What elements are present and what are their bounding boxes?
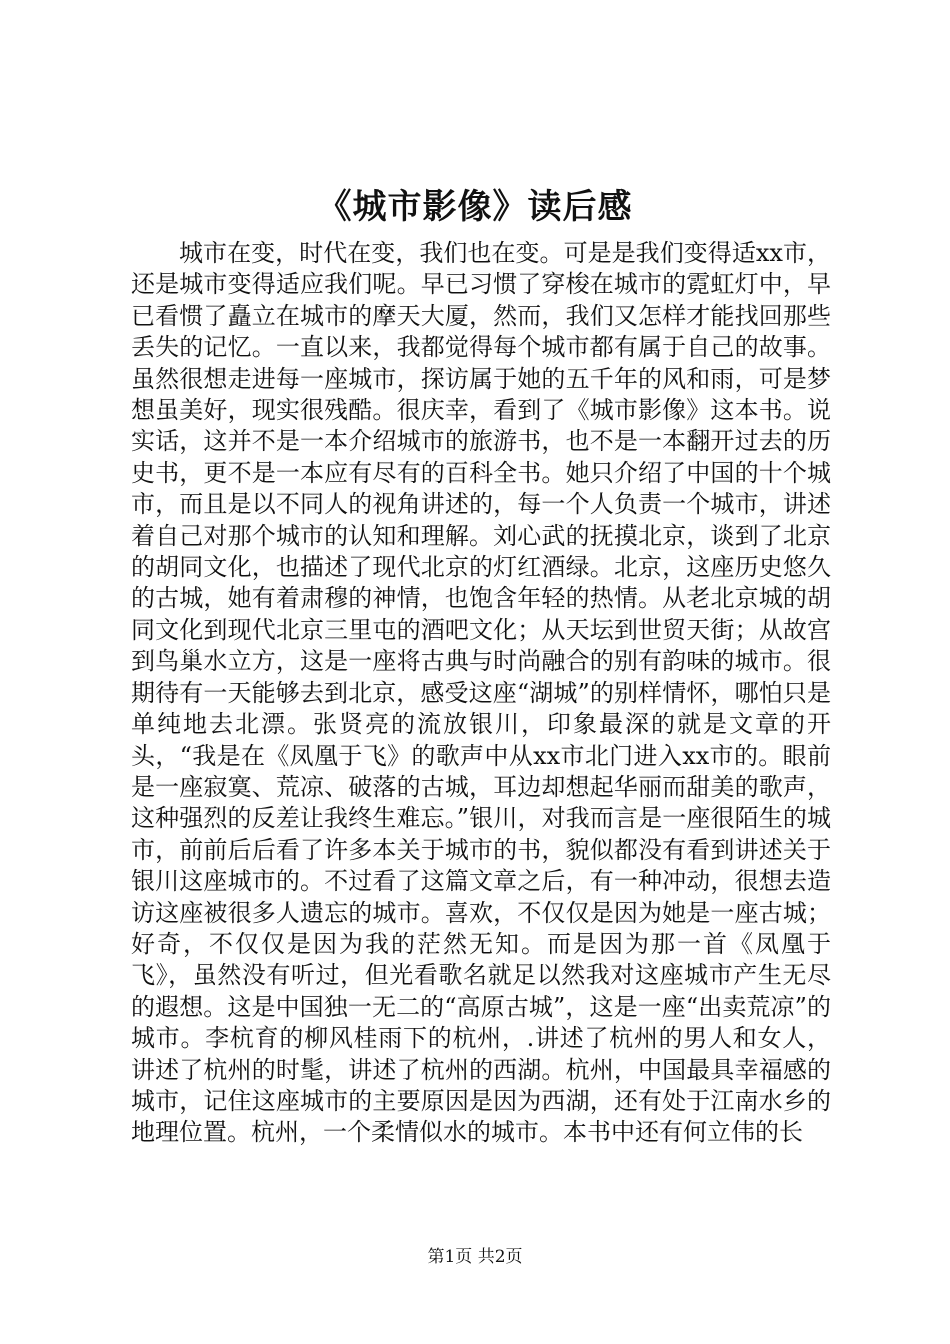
document-title: 《城市影像》读后感 [317,187,633,227]
document-body: 城市在变，时代在变，我们也在变。可是是我们变得适xx市，还是城市变得适应我们呢。早已习惯了穿梭在城市的霓虹灯中，早已看惯了矗立在城市的摩天大厦，然而，我们又怎样才能找回那些丢失的记忆。一直以来，我都觉得每个城市都有属于自己的故事。虽然很想走进每一座城市，探访属于她的五千年的风和雨，可是梦想虽美好，现实很残酷。很庆幸，看到了《城市影像》这本书。说实话，这并不是一本介绍城市的旅游书，也不是一本翻开过去的历史书，更不是一本应有尽有的百科全书。她只介绍了中国的十个城市，而且是以不同人的视角讲述的，每一个人负责一个城市，讲述着自己对那个城市的认知和理解。刘心武的抚摸北京，谈到了北京的胡同文化，也描述了现代北京的灯红酒绿。北京，这座历史悠久的古城，她有着肃穆的神情，也饱含年轻的热情。从老北京城的胡同文化到现代北京三里屯的酒吧文化；从天坛到世贸天街；从故宫到鸟巢水立方，这是一座将古典与时尚融合的别有韵味的城市。很期待有一天能够去到北京，感受这座“湖城”的别样情怀，哪怕只是单纯地去北漂。张贤亮的流放银川，印象最深的就是文章的开头，“我是在《凤凰于飞》的歌声中从xx市北门进入xx市的。眼前是一座寂寞、荒凉、破落的古城，耳边却想起华丽而甜美的歌声，这种强烈的反差让我终生难忘。”银川，对我而言是一座很陌生的城市，前前后后看了许多本关于城市的书，貌似都没有看到讲述关于银川这座城市的。不过看了这篇文章之后，有一种冲动，很想去造访这座被很多人遗忘的城市。喜欢，不仅仅是因为她是一座古城；好奇，不仅仅是因为我的茫然无知。而是因为那一首《凤凰于飞》，虽然没有听过，但光看歌名就足以然我对这座城市产生无尽的遐想。这是中国独一无二的“高原古城”，这是一座“出卖荒凉”的城市。李杭育的柳风桂雨下的杭州，.讲述了杭州的男人和女人，讲述了杭州的时髦，讲述了杭州的西湖。杭州，中国最具幸福感的城市，记住这座城市的主要原因是因为西湖，还有处于江南水乡的地理位置。杭州，一个柔情似水的城市。本书中还有何立伟的长 [131,239,831,1147]
page-number-footer: 第1页 共2页 [427,1247,523,1267]
